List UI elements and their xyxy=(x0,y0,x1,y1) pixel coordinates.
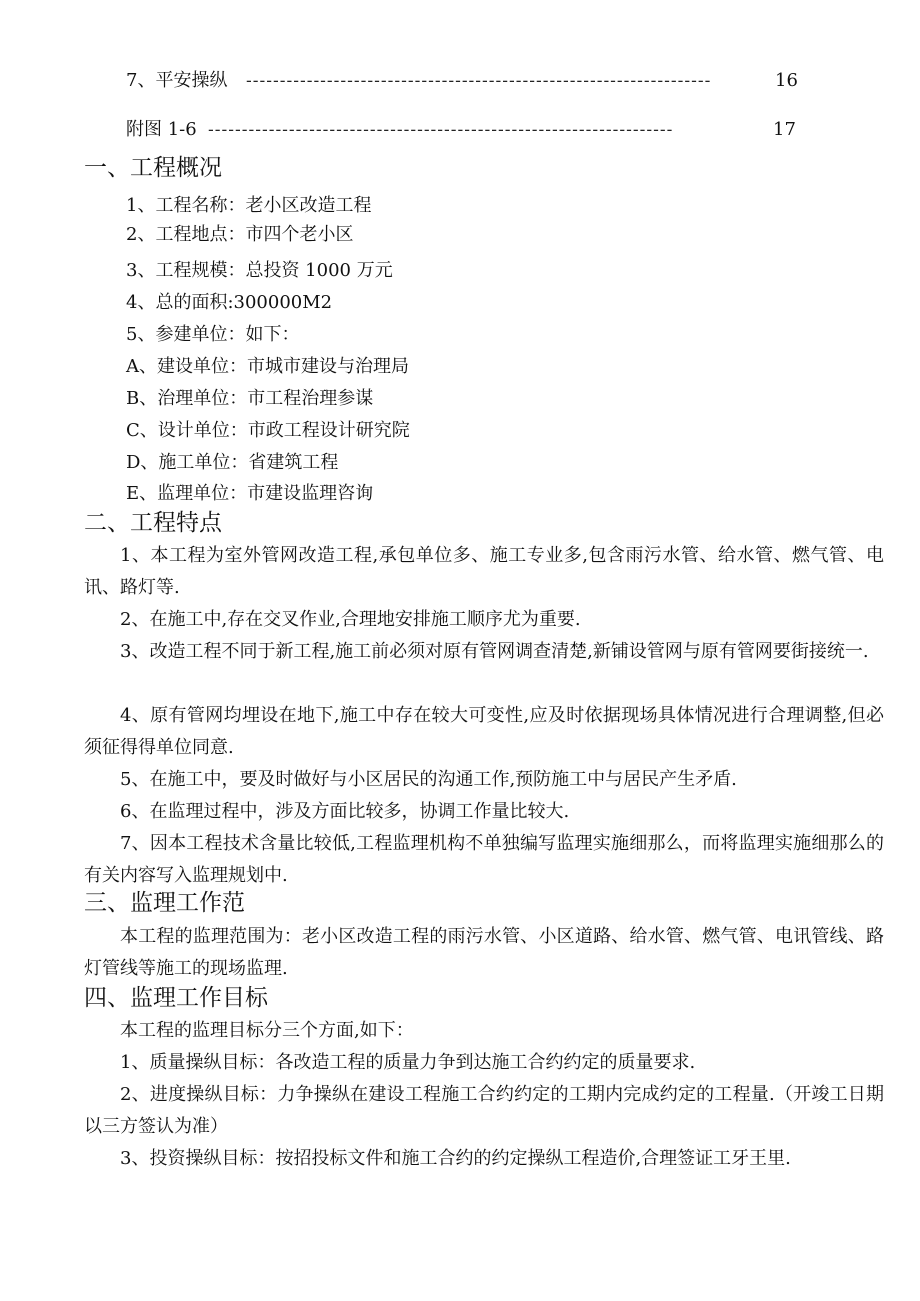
toc-entry-label: 附图 1-6 xyxy=(126,119,197,140)
list-item: B、治理单位：市工程治理参谋 xyxy=(126,388,374,409)
toc-page-number: 17 xyxy=(773,119,796,140)
paragraph: 4、原有管网均埋设在地下,施工中存在较大可变性,应及时依据现场具体情况进行合理调整,但必须征得得单位同意. xyxy=(84,705,884,758)
list-item: 4、总的面积:300000M2 xyxy=(126,292,333,313)
list-item: E、监理单位：市建设监理咨询 xyxy=(126,483,374,504)
paragraph: 3、改造工程不同于新工程,施工前必须对原有管网调查清楚,新铺设管网与原有管网要街接统一. xyxy=(120,641,869,662)
paragraph: 7、因本工程技术含量比较低,工程监理机构不单独编写监理实施细那么，而将监理实施细那么的有关内容写入监理规划中. xyxy=(84,833,884,886)
paragraph: 2、进度操纵目标：力争操纵在建设工程施工合约约定的工期内完成约定的工程量.（开竣工日期以三方签认为准） xyxy=(84,1084,884,1137)
paragraph: 3、投资操纵目标：按招投标文件和施工合约的约定操纵工程造价,合理签证工牙王里. xyxy=(120,1148,791,1169)
list-item: C、设计单位：市政工程设计研究院 xyxy=(126,420,410,441)
paragraph: 2、在施工中,存在交叉作业,合理地安排施工顺序尤为重要. xyxy=(120,609,581,630)
paragraph: 本工程的监理范围为：老小区改造工程的雨污水管、小区道路、给水管、燃气管、电讯管线、路灯管线等施工的现场监理. xyxy=(84,926,884,979)
section-heading: 四、监理工作目标 xyxy=(84,985,268,1011)
paragraph: 1、本工程为室外管网改造工程,承包单位多、施工专业多,包含雨污水管、给水管、燃气管、电讯、路灯等. xyxy=(84,545,884,598)
toc-page-number: 16 xyxy=(775,70,798,91)
list-item: 2、工程地点：市四个老小区 xyxy=(126,224,354,245)
toc-entry-label: 7、平安操纵 xyxy=(126,70,228,91)
list-item: 5、参建单位：如下： xyxy=(126,324,300,345)
section-heading: 三、监理工作范 xyxy=(84,890,245,916)
paragraph: 本工程的监理目标分三个方面,如下： xyxy=(120,1020,414,1041)
list-item: D、施工单位：省建筑工程 xyxy=(126,452,339,473)
list-item: 1、工程名称：老小区改造工程 xyxy=(126,195,372,216)
list-item: 3、工程规模：总投资 1000 万元 xyxy=(126,260,393,281)
paragraph: 1、质量操纵目标：各改造工程的质量力争到达施工合约约定的质量要求. xyxy=(120,1052,696,1073)
section-heading: 二、工程特点 xyxy=(84,510,222,536)
section-heading: 一、工程概况 xyxy=(84,155,222,181)
paragraph: 6、在监理过程中，涉及方面比较多，协调工作量比较大. xyxy=(120,801,570,822)
toc-leader: --------------------------------------------------------------------- xyxy=(208,120,674,140)
list-item: A、建设单位：市城市建设与治理局 xyxy=(126,356,409,377)
toc-leader: --------------------------------------------------------------------- xyxy=(246,71,712,91)
paragraph: 5、在施工中，要及时做好与小区居民的沟通工作,预防施工中与居民产生矛盾. xyxy=(120,769,737,790)
